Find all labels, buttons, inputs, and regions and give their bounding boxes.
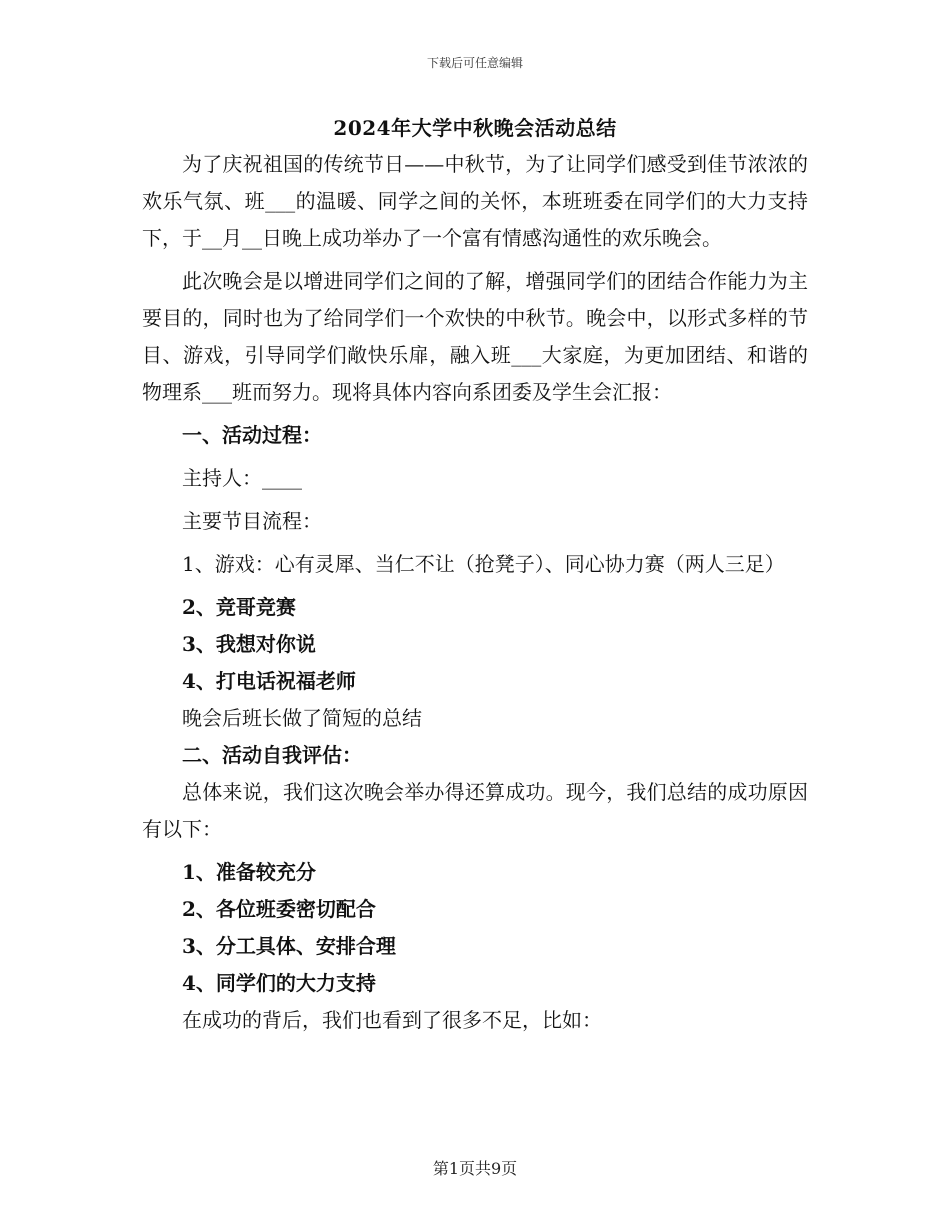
program-item-1: 1、游戏：心有灵犀、当仁不让（抢凳子）、同心协力赛（两人三足） [182, 552, 785, 576]
section-heading-self-evaluation: 二、活动自我评估： [182, 743, 362, 767]
program-item-4: 4、打电话祝福老师 [182, 669, 356, 693]
section-heading-activity-process: 一、活动过程： [182, 423, 322, 447]
host-line: 主持人：____ [182, 466, 302, 490]
evaluation-paragraph: 总体来说，我们这次晚会举办得还算成功。现今，我们总结的成功原因有以下： [142, 780, 808, 841]
document-body [142, 146, 808, 1039]
header-note: 下载后可任意编辑 [426, 56, 523, 70]
summary-line: 晚会后班长做了简短的总结 [182, 706, 422, 730]
purpose-paragraph: 此次晚会是以增进同学们之间的了解，增强同学们的团结合作能力为主要目的，同时也为了给同学们一个欢快的中秋节。晚会中，以形式多样的节目、游戏，引导同学们敞快乐扉，融入班___大家庭，为更加团结、和谐的物理系___班而努力。现将具体内容向系团委及学生会汇报： [142, 269, 808, 404]
success-reason-1: 1、准备较充分 [182, 860, 316, 884]
success-reason-2: 2、各位班委密切配合 [182, 897, 376, 921]
intro-paragraph: 为了庆祝祖国的传统节日——中秋节，为了让同学们感受到佳节浓浓的欢乐气氛、班___的温暖、同学之间的关怀，本班班委在同学们的大力支持下，于__月__日晚上成功举办了一个富有情感沟通性的欢乐晚会。 [142, 152, 808, 250]
page-footer: 第1页共9页 [432, 1159, 518, 1178]
success-reason-3: 3、分工具体、安排合理 [182, 934, 396, 958]
program-item-3: 3、我想对你说 [182, 632, 316, 656]
document-title: 2024年大学中秋晚会活动总结 [333, 116, 617, 140]
shortcomings-intro: 在成功的背后，我们也看到了很多不足，比如： [182, 1008, 602, 1032]
program-flow-label: 主要节目流程： [182, 509, 322, 533]
success-reason-4: 4、同学们的大力支持 [182, 971, 376, 995]
program-item-2: 2、竞哥竞赛 [182, 595, 296, 619]
